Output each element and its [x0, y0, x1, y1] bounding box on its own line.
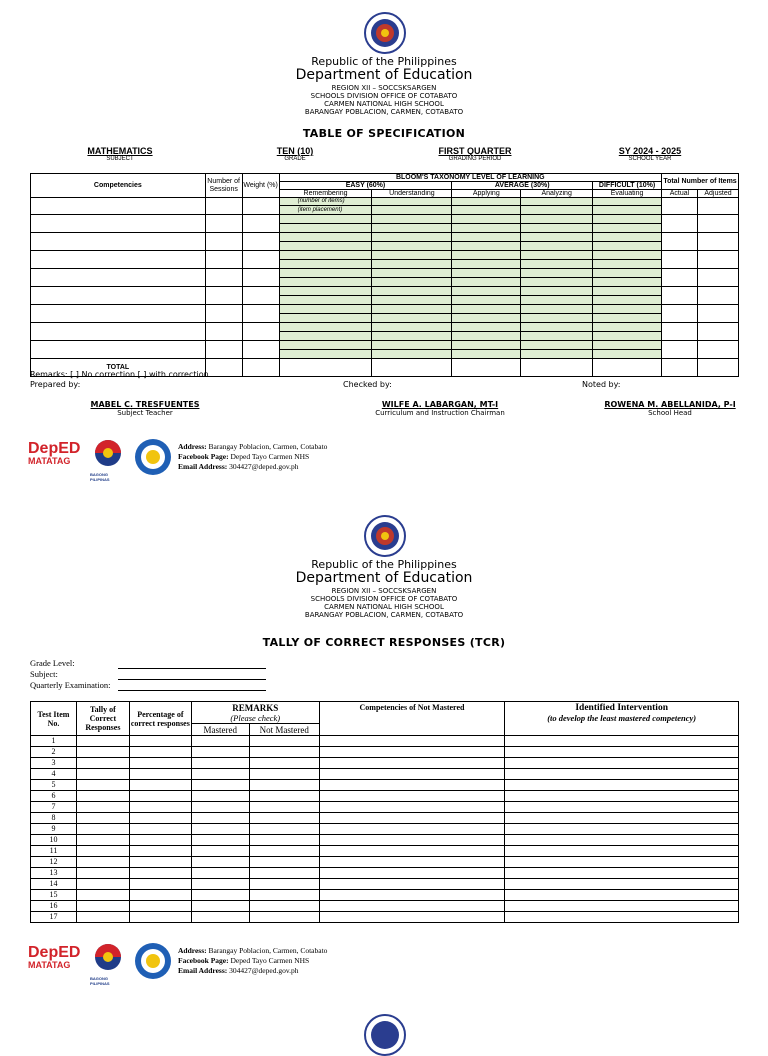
col-percentage: Percentage of correct responses: [129, 702, 191, 736]
blooms-header: BLOOM'S TAXONOMY LEVEL OF LEARNING: [279, 174, 661, 182]
tos-table: [30, 173, 739, 377]
total-label: TOTAL: [31, 359, 206, 377]
easy-header: EASY (60%): [279, 182, 452, 190]
republic-label: Republic of the Philippines: [311, 55, 457, 68]
item-number: 5: [31, 780, 77, 791]
subject-field[interactable]: [118, 679, 266, 680]
school-label: CARMEN NATIONAL HIGH SCHOOL: [324, 100, 444, 108]
col-tally: Tally of Correct Responses: [76, 702, 129, 736]
hint-items: (number of items): [279, 198, 372, 206]
col-competencies-not-mastered: Competencies of Not Mastered: [319, 702, 505, 736]
table-row: [31, 879, 739, 890]
bagong-pilipinas-logo-icon: BAGONG PILIPINAS: [90, 438, 128, 482]
department-label: Department of Education: [295, 570, 473, 586]
item-number: 17: [31, 912, 77, 923]
prepared-label: Prepared by:: [30, 380, 81, 389]
deped-logo-icon: DepED MATATAG: [28, 440, 81, 466]
col-not-mastered: Not Mastered: [249, 724, 319, 736]
table-row: [31, 736, 739, 747]
signatory-head: ROWENA M. ABELLANIDA, P-I School Head: [604, 400, 736, 417]
table-row: [31, 802, 739, 813]
col-intervention: Identified Intervention (to develop the least mastered competency): [505, 702, 739, 736]
school-address-label: BARANGAY POBLACION, CARMEN, COTABATO: [304, 108, 464, 116]
table-row: [31, 824, 739, 835]
col-remembering: Remembering: [279, 190, 372, 198]
table-row: [31, 857, 739, 868]
signatory-teacher: MABEL C. TRESFUENTES Subject Teacher: [90, 400, 200, 417]
item-number: 16: [31, 901, 77, 912]
deped-seal-icon: [364, 12, 406, 54]
table-row: [31, 747, 739, 758]
sy-field: SY 2024 - 2025 SCHOOL YEAR: [618, 146, 682, 162]
region-label: REGION XII – SOCCSKSARGEN: [331, 84, 437, 92]
quarterly-field[interactable]: [118, 690, 266, 691]
division-label: SCHOOLS DIVISION OFFICE OF COTABATO: [310, 92, 458, 100]
total-items-header: Total Number of Items: [662, 174, 739, 190]
school-label: CARMEN NATIONAL HIGH SCHOOL: [324, 603, 444, 611]
school-seal-icon: [134, 438, 172, 476]
difficult-header: DIFFICULT (10%): [593, 182, 662, 190]
item-number: 4: [31, 769, 77, 780]
grade-level-label: Grade Level:: [30, 658, 75, 668]
col-item-no: Test Item No.: [31, 702, 77, 736]
remarks-header: REMARKS (Please check): [191, 702, 319, 724]
item-number: 6: [31, 791, 77, 802]
col-competencies: Competencies: [31, 174, 206, 198]
col-sessions: Number of Sessions: [205, 174, 242, 198]
school-seal-icon: [134, 942, 172, 980]
republic-label: Republic of the Philippines: [311, 558, 457, 571]
table-row: [31, 835, 739, 846]
item-number: 3: [31, 758, 77, 769]
subject-label: Subject:: [30, 669, 58, 679]
col-evaluating: Evaluating: [593, 190, 662, 198]
grade-field: TEN (10) GRADE: [276, 146, 314, 162]
table-row: [31, 251, 739, 260]
item-number: 8: [31, 813, 77, 824]
deped-seal-icon: [364, 1014, 406, 1056]
item-number: 2: [31, 747, 77, 758]
table-row: [31, 758, 739, 769]
footer-contact: Address: Barangay Poblacion, Carmen, Cotabato Facebook Page: Deped Tayo Carmen NHS Email Address: 304427@deped.gov.ph: [178, 946, 328, 975]
region-label: REGION XII – SOCCSKSARGEN: [331, 587, 437, 595]
item-number: 12: [31, 857, 77, 868]
item-number: 10: [31, 835, 77, 846]
item-number: 11: [31, 846, 77, 857]
grade-level-field[interactable]: [118, 668, 266, 669]
table-row: [31, 287, 739, 296]
tos-title: TABLE OF SPECIFICATION: [302, 127, 466, 140]
table-row: [31, 323, 739, 332]
col-actual: Actual: [662, 190, 698, 198]
col-weight: Weight (%): [242, 174, 279, 198]
checked-label: Checked by:: [343, 380, 392, 389]
deped-logo-icon: DepED MATATAG: [28, 944, 81, 970]
hint-placement: (item placement): [279, 206, 372, 215]
table-row: [31, 813, 739, 824]
tcr-table: [30, 701, 739, 923]
item-number: 9: [31, 824, 77, 835]
table-row: [31, 890, 739, 901]
deped-seal-icon: [364, 515, 406, 557]
col-understanding: Understanding: [372, 190, 452, 198]
table-row: [31, 233, 739, 242]
item-number: 15: [31, 890, 77, 901]
division-label: SCHOOLS DIVISION OFFICE OF COTABATO: [310, 595, 458, 603]
col-mastered: Mastered: [191, 724, 249, 736]
signatory-chairman: WILFE A. LABARGAN, MT-I Curriculum and Instruction Chairman: [375, 400, 505, 417]
col-adjusted: Adjusted: [697, 190, 738, 198]
table-row: [31, 769, 739, 780]
table-row: [31, 912, 739, 923]
table-row: [31, 269, 739, 278]
table-row: [31, 198, 739, 206]
item-number: 7: [31, 802, 77, 813]
col-analyzing: Analyzing: [521, 190, 593, 198]
table-row: [31, 305, 739, 314]
bagong-pilipinas-logo-icon: BAGONG PILIPINAS: [90, 942, 128, 986]
footer-contact: Address: Barangay Poblacion, Carmen, Cotabato Facebook Page: Deped Tayo Carmen NHS Email Address: 304427@deped.gov.ph: [178, 442, 328, 471]
average-header: AVERAGE (30%): [452, 182, 593, 190]
table-row: [31, 215, 739, 224]
tcr-title: TALLY OF CORRECT RESPONSES (TCR): [262, 636, 506, 649]
table-row: [31, 791, 739, 802]
col-applying: Applying: [452, 190, 521, 198]
footer-1: [28, 434, 388, 480]
subject-field: MATHEMATICS SUBJECT: [87, 146, 153, 162]
school-address-label: BARANGAY POBLACION, CARMEN, COTABATO: [304, 611, 464, 619]
table-row: [31, 341, 739, 350]
item-number: 14: [31, 879, 77, 890]
period-field: FIRST QUARTER GRADING PERIOD: [438, 146, 512, 162]
table-row: [31, 780, 739, 791]
noted-label: Noted by:: [582, 380, 621, 389]
footer-2: [28, 938, 388, 984]
remarks-line: Remarks: [ ] No correction [ ] with correction: [30, 370, 209, 379]
quarterly-label: Quarterly Examination:: [30, 680, 111, 690]
table-row: [31, 846, 739, 857]
table-row: [31, 901, 739, 912]
table-row: [31, 868, 739, 879]
item-number: 13: [31, 868, 77, 879]
item-number: 1: [31, 736, 77, 747]
department-label: Department of Education: [295, 67, 473, 83]
